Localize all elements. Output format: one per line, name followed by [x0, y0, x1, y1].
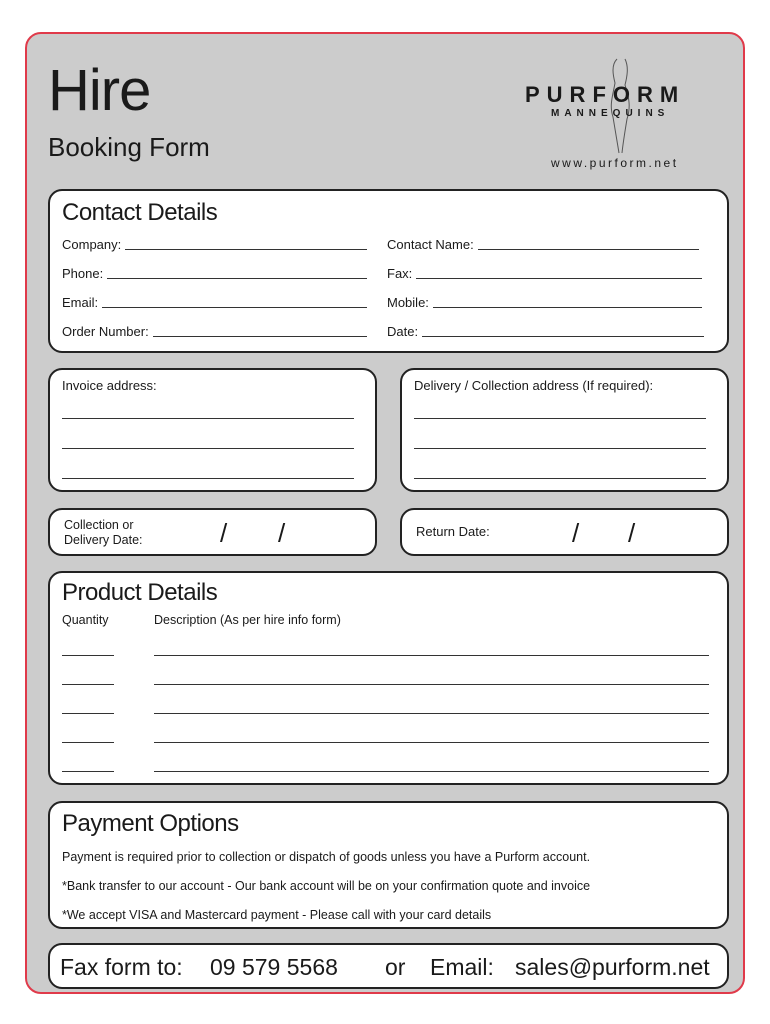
- product-details-heading: Product Details: [62, 579, 218, 606]
- invoice-line[interactable]: [62, 418, 354, 419]
- phone-label: Phone:: [62, 266, 104, 281]
- page-title: Hire: [48, 58, 151, 123]
- payment-options-box: [48, 801, 729, 929]
- email-field[interactable]: [62, 295, 367, 310]
- fax-form-label: Fax form to:: [60, 954, 183, 980]
- date-separator: /: [220, 518, 228, 548]
- date-separator: /: [278, 518, 286, 548]
- description-line[interactable]: [154, 655, 709, 656]
- fax-label: Fax:: [387, 266, 413, 281]
- email-link[interactable]: sales@purform.net: [515, 954, 710, 980]
- contact-details-box: [48, 189, 729, 353]
- fax-number[interactable]: 09 579 5568: [210, 954, 338, 980]
- fax-email-footer: [48, 943, 729, 989]
- mobile-label: Mobile:: [387, 295, 429, 310]
- invoice-line[interactable]: [62, 448, 354, 449]
- company-label: Company:: [62, 237, 122, 252]
- return-date-box[interactable]: [400, 508, 729, 556]
- description-line[interactable]: [154, 742, 709, 743]
- order-number-label: Order Number:: [62, 324, 149, 339]
- page-subtitle: Booking Form: [48, 132, 210, 162]
- delivery-line[interactable]: [414, 418, 706, 419]
- payment-options-heading: Payment Options: [62, 810, 239, 837]
- collection-date-label-2: Delivery Date:: [64, 533, 143, 547]
- delivery-address-label: Delivery / Collection address (If required):: [414, 378, 654, 393]
- delivery-address-box[interactable]: [400, 368, 729, 492]
- email-label-footer: Email:: [430, 954, 494, 980]
- delivery-line[interactable]: [414, 448, 706, 449]
- description-line[interactable]: [154, 684, 709, 685]
- company-field[interactable]: [62, 237, 367, 252]
- return-date-label: Return Date:: [416, 524, 490, 539]
- collection-date-label-1: Collection or: [64, 518, 134, 532]
- contact-name-field[interactable]: [387, 237, 699, 252]
- website-link[interactable]: www.purform.net: [551, 156, 679, 170]
- invoice-address-label: Invoice address:: [62, 378, 157, 393]
- date-separator: /: [572, 518, 580, 548]
- quantity-line[interactable]: [62, 655, 114, 656]
- collection-date-box[interactable]: [48, 508, 377, 556]
- or-label: or: [385, 954, 406, 980]
- order-number-field[interactable]: [62, 324, 367, 339]
- quantity-line[interactable]: [62, 742, 114, 743]
- date-separator: /: [628, 518, 636, 548]
- mobile-field[interactable]: [387, 295, 702, 310]
- payment-requirement-text: Payment is required prior to collection or dispatch of goods unless you have a Purform account.: [62, 850, 591, 864]
- delivery-line[interactable]: [414, 478, 706, 479]
- fax-field[interactable]: [387, 266, 702, 281]
- invoice-line[interactable]: [62, 478, 354, 479]
- date-field[interactable]: [387, 324, 704, 339]
- phone-field[interactable]: [62, 266, 367, 281]
- bank-transfer-text: *Bank transfer to our account - Our bank account will be on your confirmation quote and invoice: [62, 879, 591, 893]
- email-label: Email:: [62, 295, 99, 310]
- description-column-header: Description (As per hire info form): [154, 613, 341, 627]
- description-line[interactable]: [154, 713, 709, 714]
- product-details-box: [48, 571, 729, 785]
- brand-name: PURFORM: [525, 82, 686, 107]
- quantity-line[interactable]: [62, 684, 114, 685]
- quantity-line[interactable]: [62, 771, 114, 772]
- quantity-column-header: Quantity: [62, 613, 109, 627]
- quantity-line[interactable]: [62, 713, 114, 714]
- brand-logo: [525, 55, 720, 175]
- invoice-address-box[interactable]: [48, 368, 377, 492]
- date-label: Date:: [387, 324, 419, 339]
- contact-details-heading: Contact Details: [62, 199, 218, 226]
- description-line[interactable]: [154, 771, 709, 772]
- card-payment-text: *We accept VISA and Mastercard payment - Please call with your card details: [62, 908, 492, 922]
- contact-name-label: Contact Name:: [387, 237, 474, 252]
- brand-subtitle: MANNEQUINS: [551, 108, 670, 119]
